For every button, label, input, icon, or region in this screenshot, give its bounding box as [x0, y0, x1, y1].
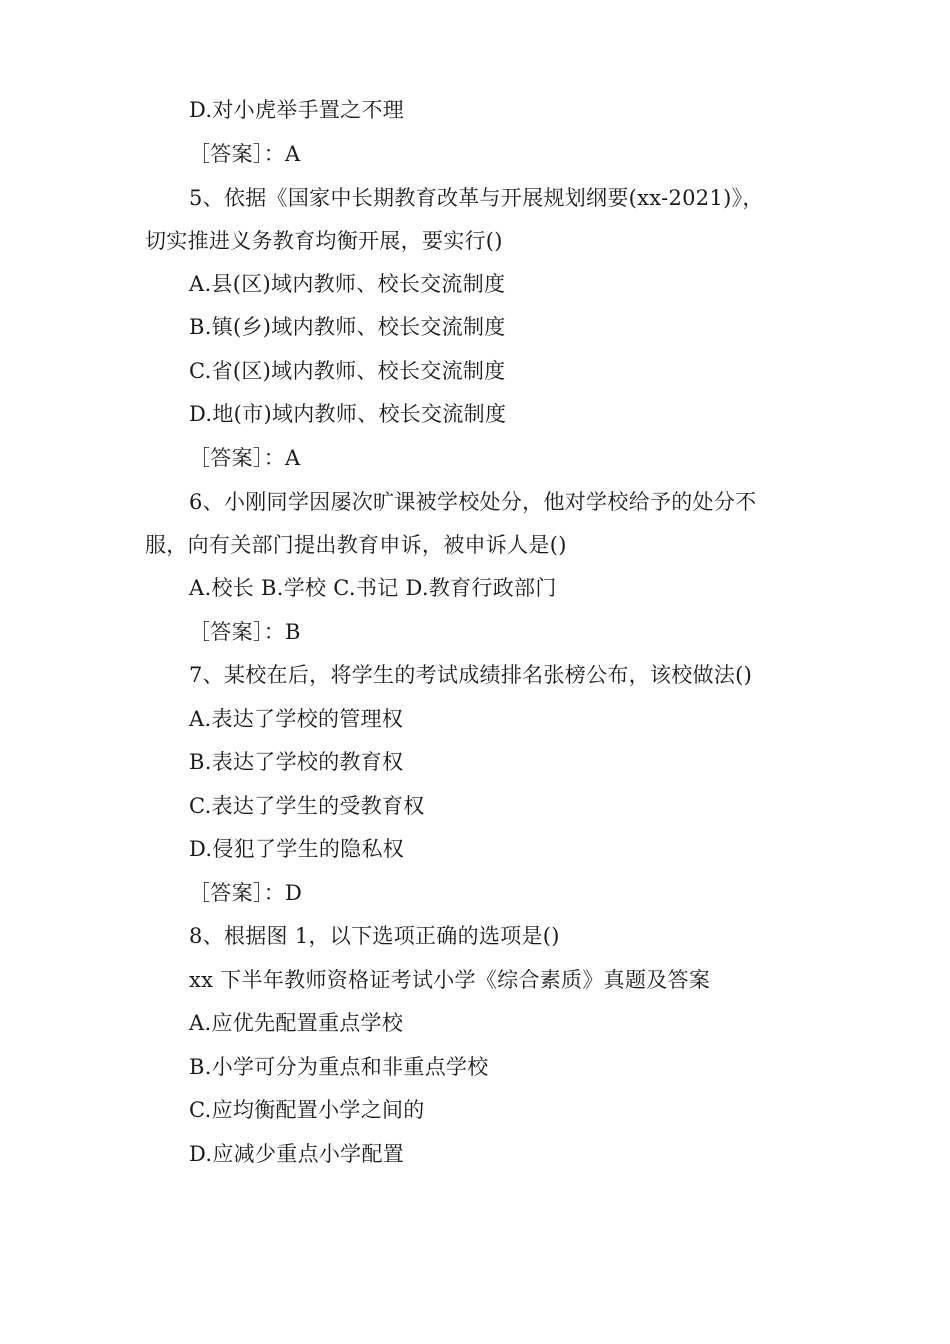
q5-option-a: A.县(区)域内教师、校长交流制度: [189, 272, 506, 296]
q7-option-d: D.侵犯了学生的隐私权: [189, 837, 405, 861]
q5-question-line-2: 切实推进义务教育均衡开展，要实行(): [145, 229, 503, 253]
q5-option-d: D.地(市)域内教师、校长交流制度: [189, 402, 507, 426]
running-title: xx 下半年教师资格证考试小学《综合素质》真题及答案: [189, 968, 711, 992]
q4-option-d: D.对小虎举手置之不理: [189, 98, 405, 122]
q5-option-c: C.省(区)域内教师、校长交流制度: [189, 359, 506, 383]
q7-question: 7、某校在后，将学生的考试成绩排名张榜公布，该校做法(): [189, 663, 753, 687]
q6-question-line-2: 服，向有关部门提出教育申诉，被申诉人是(): [145, 533, 567, 557]
q7-answer: ［答案］：D: [189, 881, 303, 905]
q7-option-c: C.表达了学生的受教育权: [189, 794, 425, 818]
q8-question: 8、根据图 1，以下选项正确的选项是(): [189, 924, 560, 948]
q5-question-line-1: 5、依据《国家中长期教育改革与开展规划纲要(xx-2021)》，: [189, 186, 764, 210]
q8-option-b: B.小学可分为重点和非重点学校: [189, 1055, 489, 1079]
q5-answer: ［答案］：A: [189, 446, 301, 470]
q6-question-line-1: 6、小刚同学因屡次旷课被学校处分，他对学校给予的处分不: [189, 490, 757, 514]
q7-option-a: A.表达了学校的管理权: [189, 707, 404, 731]
q7-option-b: B.表达了学校的教育权: [189, 750, 404, 774]
q8-option-c: C.应均衡配置小学之间的: [189, 1098, 425, 1122]
q6-answer: ［答案］：B: [189, 620, 301, 644]
q8-option-a: A.应优先配置重点学校: [189, 1011, 404, 1035]
q4-answer: ［答案］：A: [189, 142, 301, 166]
q8-option-d: D.应减少重点小学配置: [189, 1142, 405, 1166]
q5-option-b: B.镇(乡)域内教师、校长交流制度: [189, 315, 506, 339]
q6-options: A.校长 B.学校 C.书记 D.教育行政部门: [189, 576, 557, 600]
